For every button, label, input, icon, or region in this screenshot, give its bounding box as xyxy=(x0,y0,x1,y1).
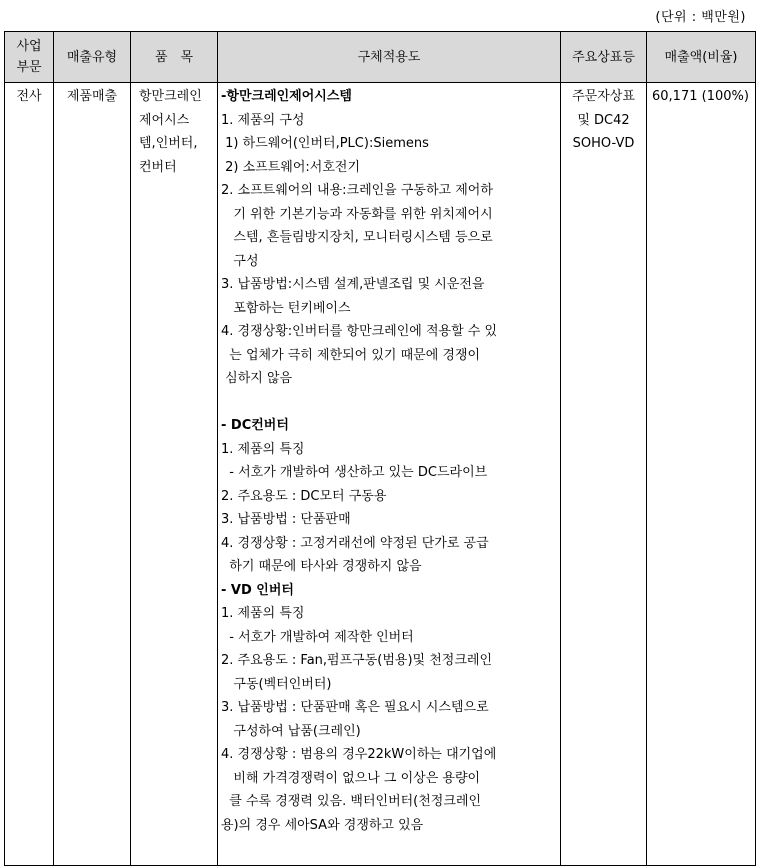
usage-line: 용)의 경우 세아SA와 경쟁하고 있음 xyxy=(221,817,424,833)
usage-line: - 서호가 개발하여 생산하고 있는 DC드라이브 xyxy=(221,465,488,480)
usage-line: 구성하여 납품(크레인) xyxy=(221,723,361,739)
usage-section-title: - DC컨버터 xyxy=(221,418,289,433)
usage-line: 1. 제품의 특징 xyxy=(221,441,305,457)
usage-section-title: -항만크레인제어시스템 xyxy=(221,89,352,104)
usage-line: 구성 xyxy=(221,253,259,269)
usage-line: 스템, 흔들림방지장치, 모니터링시스템 등으로 xyxy=(221,230,493,245)
header-division: 사업 부문 xyxy=(5,32,54,83)
header-sales-type: 매출유형 xyxy=(54,32,131,83)
header-item: 품 목 xyxy=(131,32,218,83)
table-header-row xyxy=(5,32,756,83)
usage-line: 심하지 않음 xyxy=(221,371,293,386)
division-cell: 전사 xyxy=(5,83,54,866)
header-brand: 주요상표등 xyxy=(561,32,647,83)
usage-line: 기 위한 기본기능과 자동화를 위한 위치제어시 xyxy=(221,206,493,222)
brand-line: 주문자상표 xyxy=(572,89,635,104)
usage-line: 비해 가격경쟁력이 없으나 그 이상은 용량이 xyxy=(221,770,481,786)
usage-line: 3. 납품방법:시스템 설계,판넬조립 및 시운전을 xyxy=(221,277,485,292)
usage-line: 포함하는 턴키베이스 xyxy=(221,300,351,316)
sales-type-cell: 제품매출 xyxy=(54,83,131,866)
usage-line: 4. 경쟁상황:인버터를 항만크레인에 적용할 수 있 xyxy=(221,324,498,339)
usage-line: 는 업체가 극히 제한되어 있기 때문에 경쟁이 xyxy=(221,347,481,363)
usage-line: 4. 경쟁상황 : 범용의 경우22kW이하는 대기업에 xyxy=(221,747,497,762)
item-line: 템,인버터, xyxy=(139,136,198,151)
item-line: 컨버터 xyxy=(139,159,177,175)
usage-line: 구동(벡터인버터) xyxy=(221,676,332,692)
product-table xyxy=(4,31,756,866)
unit-note: (단위 : 백만원) xyxy=(655,10,746,25)
usage-line: 하기 때문에 타사와 경쟁하지 않음 xyxy=(221,559,422,574)
brand-line: 및 DC42 xyxy=(577,112,630,128)
table-row xyxy=(5,83,756,866)
usage-section-title: - VD 인버터 xyxy=(221,582,294,598)
item-cell xyxy=(131,83,218,866)
item-line: 항만크레인 xyxy=(139,89,202,104)
usage-line: 3. 납품방법 : 단품판매 혹은 필요시 시스템으로 xyxy=(221,700,489,715)
item-line: 제어시스 xyxy=(139,112,190,128)
usage-line: 1. 제품의 특징 xyxy=(221,606,305,621)
brand-cell xyxy=(561,83,647,866)
usage-line: 2. 주요용도 : DC모터 구동용 xyxy=(221,488,387,504)
usage-line: 3. 납품방법 : 단품판매 xyxy=(221,512,351,527)
usage-line: 2. 소프트웨어의 내용:크레인을 구동하고 제어하 xyxy=(221,183,493,198)
usage-line: 2. 주요용도 : Fan,펌프구동(범용)및 천정크레인 xyxy=(221,653,493,668)
usage-line: - 서호가 개발하여 제작한 인버터 xyxy=(221,629,414,645)
usage-line: 4. 경쟁상황 : 고정거래선에 약정된 단가로 공급 xyxy=(221,535,489,551)
sales-cell: 60,171 (100%) xyxy=(647,83,756,866)
usage-line: 1. 제품의 구성 xyxy=(221,112,305,128)
usage-line: 클 수록 경쟁력 있음. 백터인버터(천정크레인 xyxy=(221,794,482,809)
header-sales: 매출액(비율) xyxy=(647,32,756,83)
brand-line: SOHO-VD xyxy=(572,136,635,151)
usage-line: 1) 하드웨어(인버터,PLC):Siemens xyxy=(221,136,429,151)
usage-line xyxy=(221,391,560,415)
header-usage: 구체적용도 xyxy=(218,32,561,83)
usage-line: 2) 소프트웨어:서호전기 xyxy=(221,159,361,175)
usage-cell xyxy=(218,83,561,866)
